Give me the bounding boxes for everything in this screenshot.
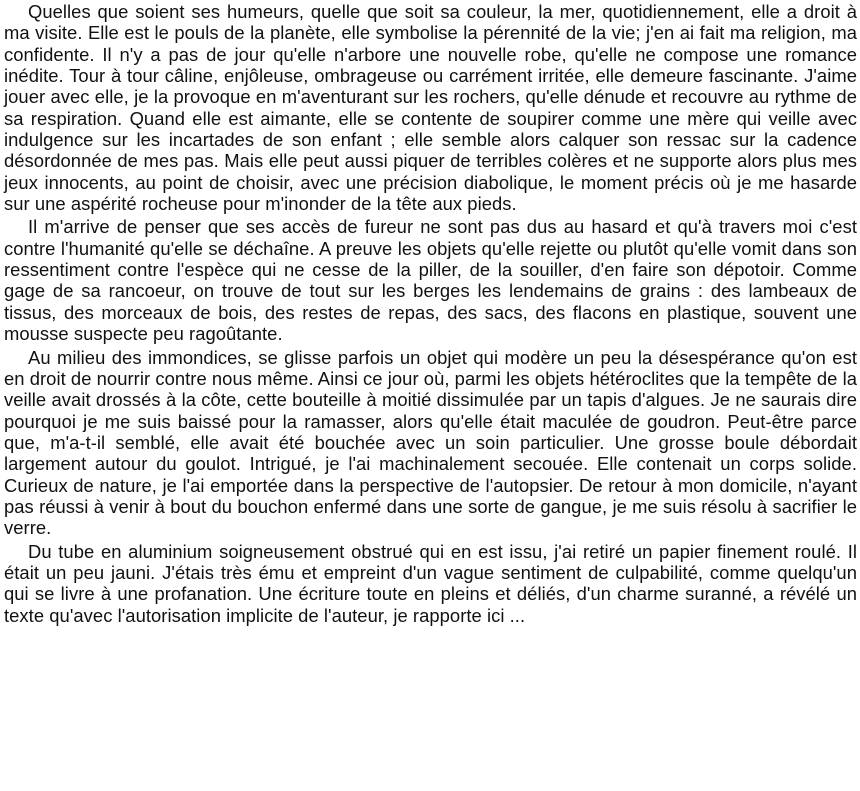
- paragraph: Quelles que soient ses humeurs, quelle que soit sa couleur, la mer, quotidiennement, elle a droit à ma visite. Elle est le pouls de la planète, elle symbolise la pérennité de la vie; j'en ai fait ma religion, ma confidente. Il n'y a pas de jour qu'elle n'arbore une nouvelle robe, qu'elle ne compose une romance inédite. Tour à tour câline, enjôleuse, ombrageuse ou carrément irritée, elle demeure fascinante. J'aime jouer avec elle, je la provoque en m'aventurant sur les rochers, qu'elle dénude et recouvre au rythme de sa respiration. Quand elle est aimante, elle se contente de soupirer comme une mère qui veille avec indulgence sur les incartades de son enfant ; elle semble alors calquer son ressac sur la cadence désordonnée de mes pas. Mais elle peut aussi piquer de terribles colères et ne supporte alors plus mes jeux innocents, au point de choisir, avec une précision diabolique, le moment précis où je me hasarde sur une aspérité rocheuse pour m'inonder de la tête aux pieds.: [4, 1, 857, 215]
- paragraph: Au milieu des immondices, se glisse parfois un objet qui modère un peu la désespérance qu'on est en droit de nourrir contre nous même. Ainsi ce jour où, parmi les objets hétéroclites que la tempête de la veille avait drossés à la côte, cette bouteille à moitié dissimulée par un tapis d'algues. Je ne saurais dire pourquoi je me suis baissé pour la ramasser, alors qu'elle était maculée de goudron. Peut-être parce que, m'a-t-il semblé, elle avait été bouchée avec un soin particulier. Une grosse boule débordait largement autour du goulot. Intrigué, je l'ai machinalement secouée. Elle contenait un corps solide. Curieux de nature, je l'ai emportée dans la perspective de l'autopsier. De retour à mon domicile, n'ayant pas réussi à venir à bout du bouchon enfermé dans une sorte de gangue, je me suis résolu à sacrifier le verre.: [4, 346, 857, 539]
- paragraph: Il m'arrive de penser que ses accès de fureur ne sont pas dus au hasard et qu'à travers moi c'est contre l'humanité qu'elle se déchaîne. A preuve les objets qu'elle rejette ou plutôt qu'elle vomit dans son ressentiment contre l'espèce qui ne cesse de la piller, de la souiller, d'en faire son dépotoir. Comme gage de sa rancoeur, on trouve de tout sur les berges les lendemains de grains : des lambeaux de tissus, des morceaux de bois, des restes de repas, des sacs, des flacons en plastique, souvent une mousse suspecte peu ragoûtante.: [4, 216, 857, 345]
- paragraph: Du tube en aluminium soigneusement obstrué qui en est issu, j'ai retiré un papier finement roulé. Il était un peu jauni. J'étais très ému et empreint d'un vague sentiment de culpabilité, comme quelqu'un qui se livre à une profanation. Une écriture toute en pleins et déliés, d'un charme suranné, a révélé un texte qu'avec l'autorisation implicite de l'auteur, je rapporte ici ...: [4, 540, 857, 626]
